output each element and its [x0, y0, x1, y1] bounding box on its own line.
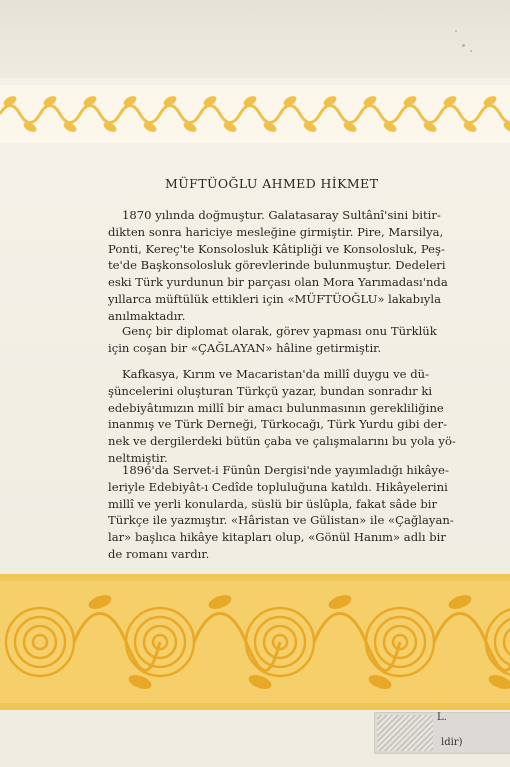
- label-barcode-stripes: [377, 715, 433, 751]
- paper-speck: [470, 50, 472, 52]
- text-line: nek ve dergilerdeki bütün çaba ve çalışmalarını bu yola yö-: [108, 434, 456, 449]
- text-line: de romanı vardır.: [108, 546, 210, 561]
- leaf-motif: [487, 672, 510, 691]
- text-line: Kafkasya, Kırım ve Macaristan'da millî duygu ve dü-: [122, 367, 430, 381]
- text-line: 1870 yılında doğmuştur. Galatasaray Sultânî'sini bitir-: [122, 208, 441, 222]
- text-line: dikten sonra hariciye mesleğine girmiştir. Pire, Marsilya,: [108, 224, 444, 239]
- text-line: Türkçe ile yazmıştır. «Hâristan ve Gülistan» ile «Çağlayan-: [108, 513, 454, 528]
- text-line: neltmiştir.: [108, 450, 168, 465]
- paragraph-turkism: [108, 366, 498, 467]
- paper-speck: [455, 30, 457, 32]
- label-text: ldir): [441, 737, 463, 748]
- top-ornament-band: [0, 85, 510, 143]
- bottom-floral-ornament: [0, 574, 510, 710]
- paragraph-diplomat: [108, 323, 498, 357]
- page-title: MÜFTÜOĞLU AHMED HİKMET: [165, 176, 379, 191]
- text-line: millî ve yerli konularda, süslü bir üslûpla, fakat sâde bir: [108, 496, 438, 511]
- leaf-motif: [327, 592, 354, 611]
- text-line: leriyle Edebiyât-ı Cedîde topluluğuna katıldı. Hikâyelerini: [108, 479, 448, 494]
- text-line: yıllarca müftülük ettikleri için «MÜFTÜOĞLU» lakabıyla: [108, 291, 441, 306]
- rosette-motif: [15, 617, 65, 667]
- text-line: şüncelerini oluşturan Türkçü yazar, bundan sonradır ki: [108, 383, 433, 398]
- text-line: anılmaktadır.: [108, 308, 186, 323]
- band-rim: [0, 574, 510, 581]
- rosette-motif: [24, 626, 56, 658]
- top-margin: [0, 0, 510, 78]
- text-line: Genç bir diplomat olarak, görev yapması onu Türklük: [122, 324, 437, 338]
- paragraph-biography: [108, 207, 498, 325]
- text-line: için coşan bir «ÇAĞLAYAN» hâline getirmiştir.: [108, 340, 382, 355]
- text-line: te'de Başkonsolosluk görevlerinde bulunmuştur. Dedeleri: [108, 258, 446, 273]
- rosette-motif: [495, 617, 510, 667]
- text-line: lar» başlıca hikâye kitapları olup, «Gönül Hanım» adlı bir: [108, 530, 446, 545]
- leaf-motif: [87, 592, 114, 611]
- vine-scroll: [0, 106, 510, 123]
- paper-speck: [462, 44, 465, 47]
- text-line: inanmış ve Türk Derneği, Türkocağı, Türk Yurdu gibi der-: [108, 417, 447, 432]
- leaf-motif: [447, 592, 474, 611]
- text-line: edebiyâtımızın millî bir amacı bulunmasının gerekliliğine: [108, 400, 444, 415]
- rosette-motif: [33, 635, 47, 649]
- text-line: Ponti, Kereç'te Konsolosluk Kâtipliği ve Konsolosluk, Peş-: [108, 241, 445, 256]
- rosette-motif: [504, 626, 510, 658]
- text-line: 1896'da Servet-i Fünûn Dergisi'nde yayımladığı hikâye-: [122, 463, 449, 477]
- paragraph-works: [108, 462, 498, 563]
- band-rim: [0, 703, 510, 710]
- bottom-ornament-band: [0, 574, 510, 710]
- stem-scroll: [434, 614, 510, 671]
- label-text: L.: [437, 712, 447, 723]
- leaf-motif: [207, 592, 234, 611]
- top-floral-ornament: [0, 85, 510, 143]
- text-line: eski Türk yurdunun bir parçası olan Mora Yarımadası'nda: [108, 275, 448, 290]
